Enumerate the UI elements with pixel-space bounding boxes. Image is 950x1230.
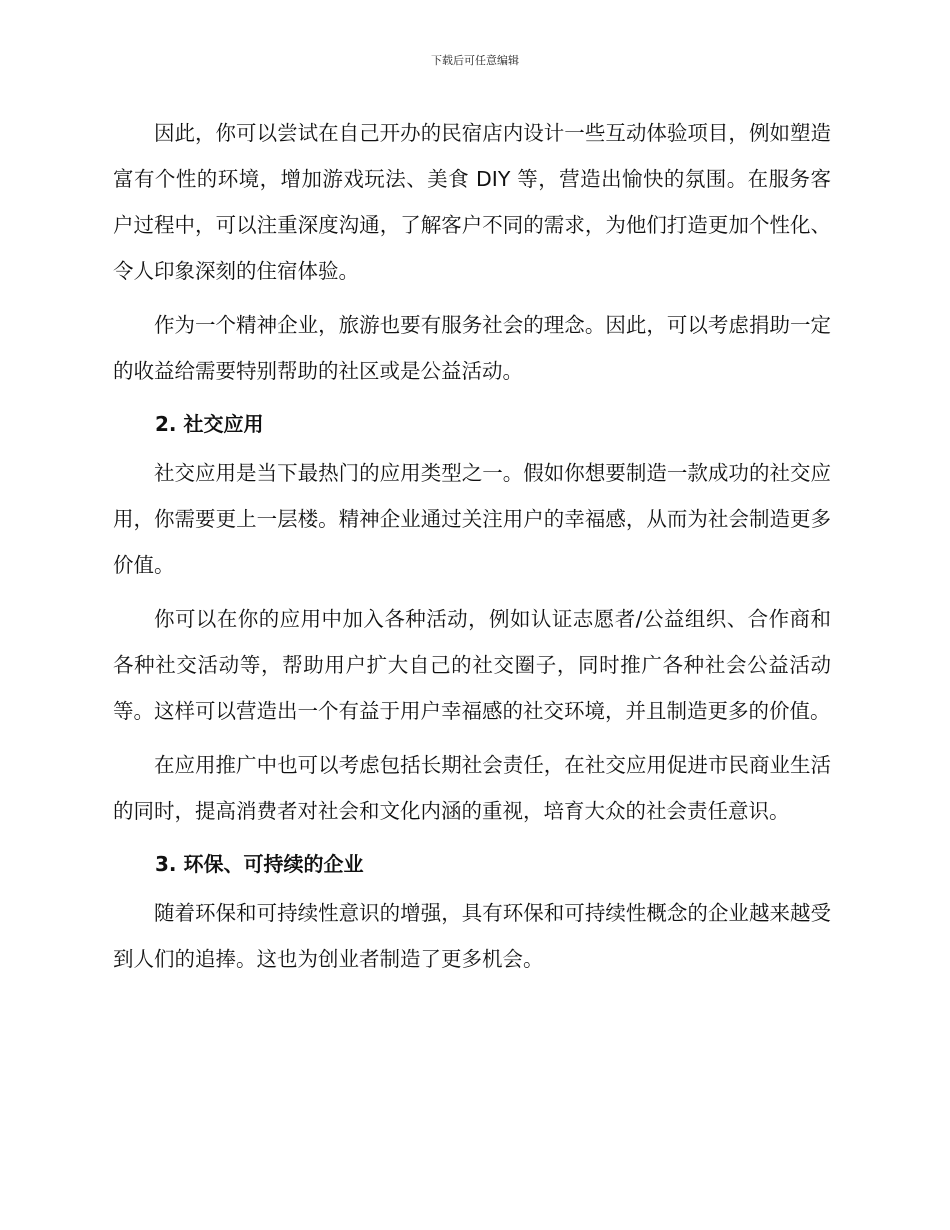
- paragraph: 社交应用是当下最热门的应用类型之一。假如你想要制造一款成功的社交应用，你需要更上一层楼。精神企业通过关注用户的幸福感，从而为社会制造更多价值。: [113, 461, 831, 577]
- section-heading: 3. 环保、可持续的企业: [155, 852, 364, 876]
- paragraph: 随着环保和可持续性意识的增强，具有环保和可持续性概念的企业越来越受到人们的追捧。这也为创业者制造了更多机会。: [113, 901, 831, 971]
- section-heading: 2. 社交应用: [155, 412, 264, 436]
- paragraph: 你可以在你的应用中加入各种活动，例如认证志愿者/公益组织、合作商和各种社交活动等，帮助用户扩大自己的社交圈子，同时推广各种社会公益活动等。这样可以营造出一个有益于用户幸福感的社交环境，并且制造更多的价值。: [113, 607, 831, 723]
- paragraph: 在应用推广中也可以考虑包括长期社会责任，在社交应用促进市民商业生活的同时，提高消费者对社会和文化内涵的重视，培育大众的社会责任意识。: [113, 753, 831, 823]
- document-body: [113, 110, 831, 982]
- paragraph: 因此，你可以尝试在自己开办的民宿店内设计一些互动体验项目，例如塑造富有个性的环境，增加游戏玩法、美食 DIY 等，营造出愉快的氛围。在服务客户过程中，可以注重深度沟通，了解客户不同的需求，为他们打造更加个性化、令人印象深刻的住宿体验。: [113, 121, 831, 283]
- page-header: 下载后可任意编辑: [431, 54, 519, 67]
- paragraph: 作为一个精神企业，旅游也要有服务社会的理念。因此，可以考虑捐助一定的收益给需要特别帮助的社区或是公益活动。: [113, 313, 831, 383]
